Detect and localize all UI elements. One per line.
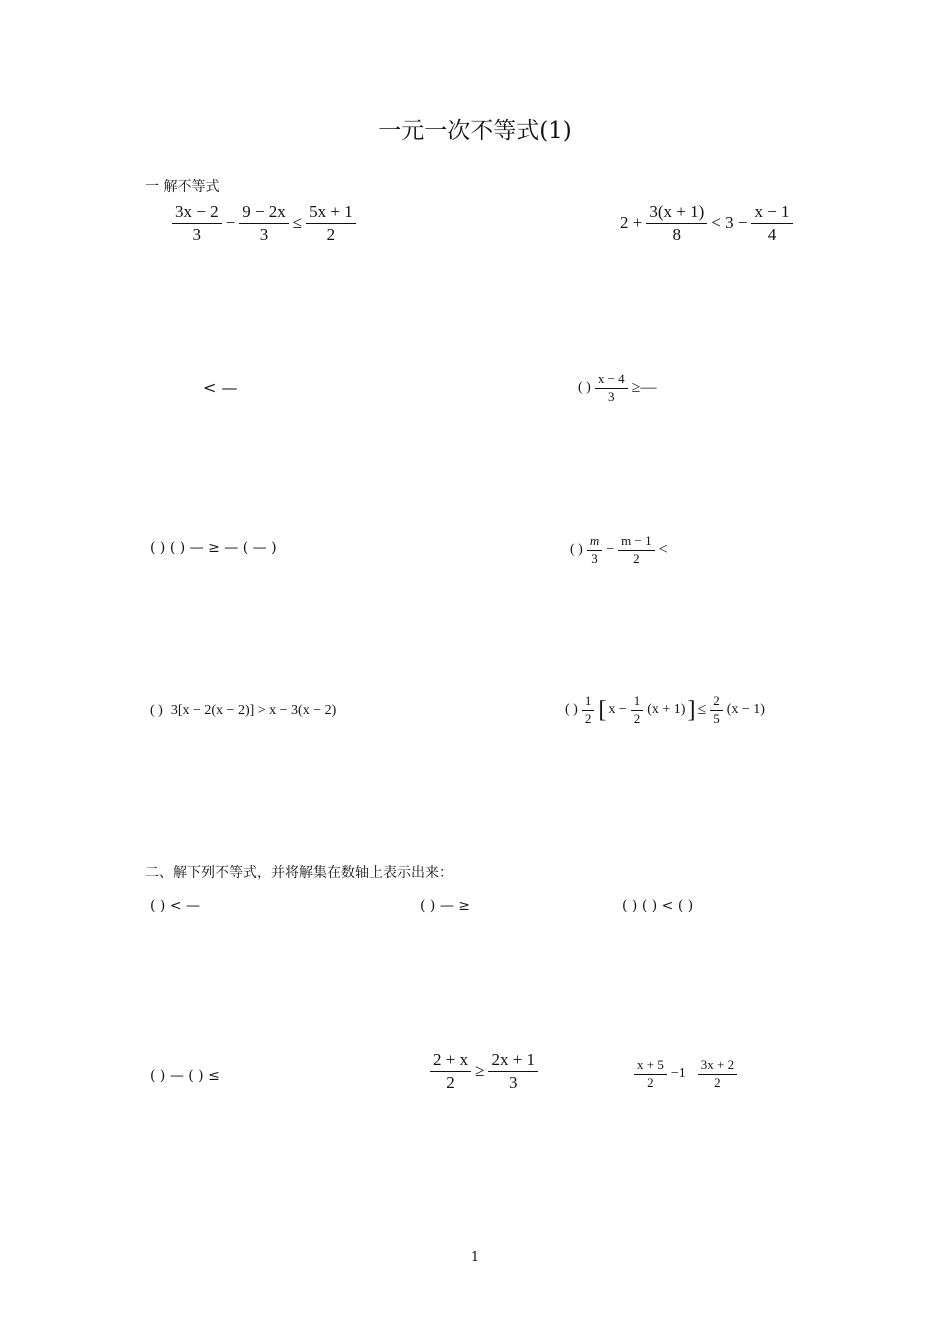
problem-4 [578, 372, 656, 405]
fraction [618, 534, 654, 567]
denominator: 3 [508, 1072, 518, 1092]
fraction [595, 372, 628, 405]
numerator: x − 4 [595, 372, 628, 389]
denominator: 3 [591, 550, 598, 566]
problem-7 [150, 703, 336, 719]
problem-3 [203, 378, 238, 397]
denominator: 2 [714, 1074, 721, 1090]
numerator: 9 − 2x [239, 202, 289, 224]
term: (x − 1) [726, 702, 765, 718]
numerator: 3(x + 1) [646, 202, 707, 224]
numerator: 3x + 2 [698, 1058, 737, 1075]
question-5 [428, 1050, 540, 1092]
relation: ≥ [475, 1061, 485, 1081]
problem-label: ( ) [570, 542, 583, 558]
question-3 [622, 898, 693, 914]
fraction [582, 694, 595, 727]
fraction [634, 1058, 667, 1091]
page-number: 1 [470, 1250, 480, 1265]
denominator: 2 [446, 1072, 455, 1092]
denominator: 4 [767, 224, 777, 244]
fraction [306, 202, 356, 244]
numerator: 1 [582, 694, 595, 711]
fraction [631, 694, 644, 727]
page-title: 一元一次不等式(1) [378, 118, 572, 144]
question-2 [420, 898, 470, 914]
fraction [172, 202, 222, 244]
section-2-heading: 二、解下列不等式，并将解集在数轴上表示出来： [145, 865, 453, 881]
lead-term: 2 + [620, 213, 643, 233]
right-bracket: ] [687, 697, 696, 724]
problem-label: ( ) [578, 380, 591, 396]
denominator: 2 [584, 710, 592, 726]
problem-text: ( ) ( ) < ( ) [622, 898, 694, 914]
question-4 [150, 1068, 220, 1084]
numerator: 1 [631, 694, 644, 711]
question-1 [150, 898, 200, 914]
fraction [488, 1050, 538, 1092]
problem-1 [170, 202, 358, 244]
section-1-heading: 一 解不等式 [145, 179, 220, 195]
numerator: 3x − 2 [172, 202, 222, 224]
problem-2 [620, 202, 795, 244]
problem-text: ( ) — ≥ [420, 898, 471, 914]
relation: < [658, 541, 668, 559]
relation: ≤ [292, 213, 303, 233]
denominator: 2 [633, 710, 641, 726]
numerator: x + 5 [634, 1058, 667, 1075]
numerator: 2x + 1 [488, 1050, 538, 1072]
denominator: 3 [608, 388, 615, 404]
relation: < 3 − [711, 213, 748, 233]
fraction [646, 202, 707, 244]
left-bracket: [ [598, 697, 607, 724]
term: −1 [670, 1066, 686, 1082]
denominator: 3 [259, 224, 269, 244]
problem-text: ( ) ( ) — ≥ — ( — ) [150, 540, 277, 556]
problem-text: ( ) < — [150, 898, 201, 914]
denominator: 2 [633, 550, 640, 566]
fraction [751, 202, 792, 244]
fraction [698, 1058, 737, 1091]
denominator: 3 [192, 224, 202, 244]
operator: − [225, 213, 236, 233]
fraction [587, 534, 602, 567]
problem-label: ( ) [565, 702, 578, 718]
numerator: 5x + 1 [306, 202, 356, 224]
numerator: m − 1 [618, 534, 654, 551]
expression: 3[x − 2(x − 2)] > x − 3(x − 2) [170, 703, 337, 718]
relation: ≥— [631, 379, 657, 397]
denominator: 2 [647, 1074, 654, 1090]
numerator: 2 [710, 694, 723, 711]
problem-5 [150, 540, 277, 556]
denominator: 2 [326, 224, 336, 244]
fraction [710, 694, 723, 727]
denominator: 5 [713, 710, 720, 726]
relation: ≤ [697, 701, 707, 719]
operator: − [606, 542, 615, 558]
problem-text: < — [203, 378, 238, 397]
numerator: x − 1 [751, 202, 792, 224]
question-6 [632, 1058, 739, 1091]
problem-6 [570, 534, 668, 567]
problem-label: ( ) [150, 703, 163, 718]
fraction [430, 1050, 471, 1092]
term: (x + 1) [647, 702, 686, 718]
numerator: m [587, 534, 602, 551]
fraction [239, 202, 289, 244]
term: x − [608, 702, 627, 718]
problem-8 [565, 694, 765, 727]
numerator: 2 + x [430, 1050, 471, 1072]
denominator: 8 [672, 224, 682, 244]
problem-text: ( ) — ( ) ≤ [150, 1068, 220, 1084]
